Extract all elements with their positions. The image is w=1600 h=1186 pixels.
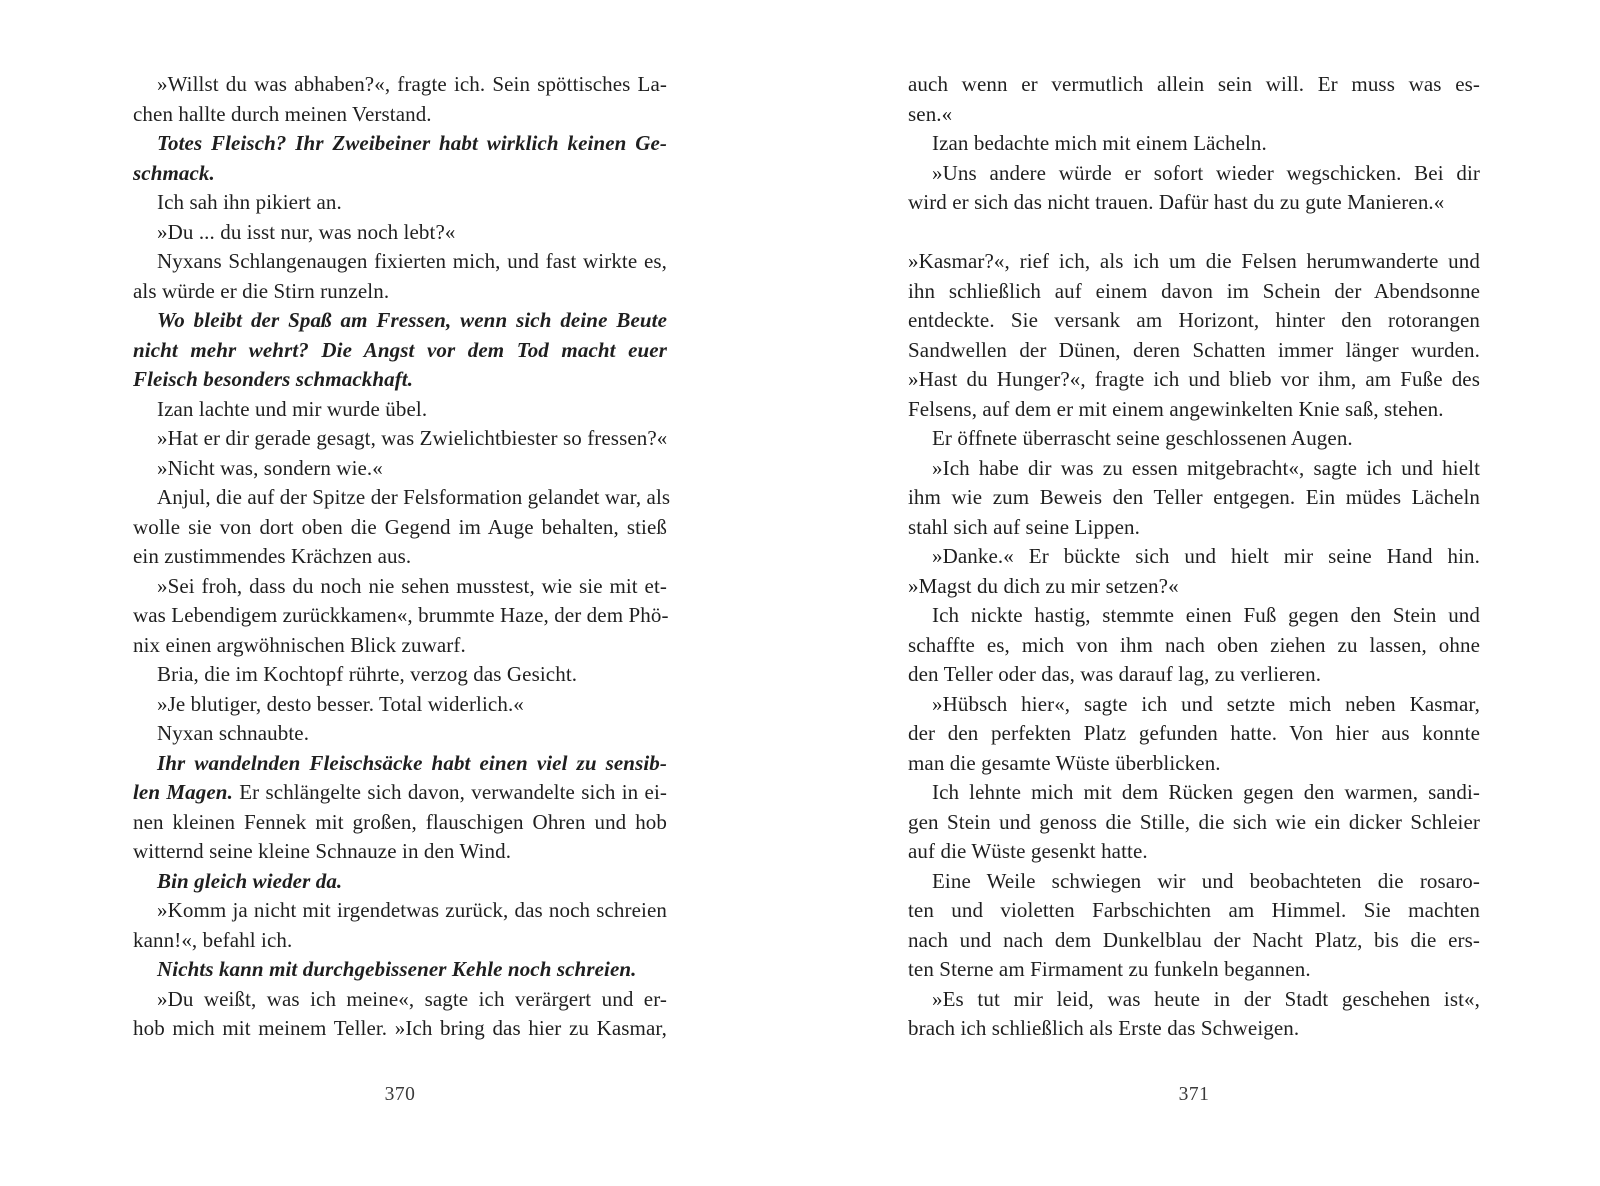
body-text: sen.« (908, 101, 953, 126)
text-line (133, 277, 667, 307)
body-text: »Es tut mir leid, was heute in der Stadt geschehen ist«, (932, 986, 1480, 1011)
text-line (908, 749, 1480, 779)
body-text: »Sei froh, dass du noch nie sehen musstest, wie sie mit et- (157, 573, 667, 598)
body-text: als würde er die Stirn runzeln. (133, 278, 390, 303)
text-line (908, 424, 1480, 454)
body-text: Ich lehnte mich mit dem Rücken gegen den warmen, sandi- (932, 780, 1480, 804)
body-text: »Je blutiger, desto besser. Total widerlich.« (157, 691, 524, 716)
text-line (133, 542, 667, 572)
right-page-number: 371 (1178, 1084, 1210, 1105)
text-line (908, 719, 1480, 749)
text-line (908, 808, 1480, 838)
text-line (133, 247, 667, 277)
body-text: ein zustimmendes Krächzen aus. (133, 544, 412, 568)
text-line (908, 306, 1480, 336)
text-line (908, 631, 1480, 661)
text-line (133, 129, 667, 159)
text-line (908, 690, 1480, 720)
body-text: Izan lachte und mir wurde übel. (157, 396, 428, 421)
body-text: Ich sah ihn pikiert an. (157, 190, 342, 214)
body-text: entdeckte. Sie versank am Horizont, hinter den rotorangen (908, 308, 1480, 332)
body-text: Sandwellen der Dünen, deren Schatten immer länger wurden. (908, 337, 1480, 362)
body-text: Nyxans Schlangenaugen fixierten mich, und fast wirkte es, (157, 249, 667, 273)
text-line (133, 837, 667, 867)
text-line (133, 867, 667, 897)
emphasis-text: Wo bleibt der Spaß am Fressen, wenn sich deine Beute (157, 308, 667, 332)
left-page-text-column (133, 70, 671, 1044)
emphasis-text: Bin gleich wieder da. (157, 868, 343, 893)
text-line (133, 896, 667, 926)
text-line (133, 218, 667, 248)
emphasis-text: schmack. (133, 160, 215, 185)
body-text: »Kasmar?«, rief ich, als ich um die Felsen herumwanderte und (908, 249, 1480, 273)
emphasis-text: Totes Fleisch? Ihr Zweibeiner habt wirklich keinen Ge- (157, 131, 667, 155)
body-text: nach und nach dem Dunkelblau der Nacht Platz, bis die ers- (908, 927, 1480, 952)
body-text: »Uns andere würde er sofort wieder wegschicken. Bei dir (932, 160, 1480, 185)
body-text: Nyxan schnaubte. (157, 721, 310, 745)
text-line (133, 365, 667, 395)
body-text: was Lebendigem zurückkamen«, brummte Haze, der dem Phö- (133, 603, 669, 627)
body-text: Anjul, die auf der Spitze der Felsformation gelandet war, als (157, 485, 671, 509)
body-text: Bria, die im Kochtopf rührte, verzog das Gesicht. (157, 662, 578, 686)
text-line (133, 100, 667, 130)
text-line (908, 985, 1480, 1015)
text-line (133, 926, 667, 956)
text-line (908, 247, 1480, 277)
text-line (133, 395, 667, 425)
body-text: »Nicht was, sondern wie.« (157, 455, 383, 480)
body-text: der den perfekten Platz gefunden hatte. Von hier aus konnte (908, 721, 1480, 745)
text-line (908, 70, 1480, 100)
text-line (908, 955, 1480, 985)
text-line (908, 100, 1480, 130)
text-line (908, 572, 1480, 602)
body-text: Izan bedachte mich mit einem Lächeln. (932, 131, 1267, 155)
text-line (908, 896, 1480, 926)
text-line (133, 808, 667, 838)
emphasis-text: Ihr wandelnden Fleischsäcke habt einen viel zu sensib- (157, 750, 667, 775)
text-line (908, 277, 1480, 307)
text-line (908, 926, 1480, 956)
body-text: nen kleinen Fennek mit großen, flauschigen Ohren und hob (133, 809, 667, 834)
body-text: auf die Wüste gesenkt hatte. (908, 839, 1148, 863)
body-text: Felsens, auf dem er mit einem angewinkelten Knie saß, stehen. (908, 396, 1444, 421)
body-text: brach ich schließlich als Erste das Schweigen. (908, 1016, 1300, 1040)
text-line (908, 336, 1480, 366)
text-line (908, 365, 1480, 395)
text-line (133, 306, 667, 336)
text-line (133, 601, 667, 631)
body-text: schaffte es, mich von ihm nach oben ziehen zu lassen, ohne (908, 632, 1480, 657)
text-line (133, 985, 667, 1015)
body-text: man die gesamte Wüste überblicken. (908, 750, 1221, 775)
text-line (908, 601, 1480, 631)
body-text: »Du ... du isst nur, was noch lebt?« (157, 219, 456, 244)
text-line (133, 631, 667, 661)
body-text: »Danke.« Er bückte sich und hielt mir seine Hand hin. (932, 544, 1480, 568)
text-line (908, 542, 1480, 572)
emphasis-text: Fleisch besonders schmackhaft. (133, 367, 414, 391)
text-line (133, 424, 667, 454)
text-line (133, 513, 667, 543)
text-line (133, 719, 667, 749)
text-line (908, 778, 1480, 808)
text-line (908, 867, 1480, 897)
text-line (908, 513, 1480, 543)
body-text: »Du weißt, was ich meine«, sagte ich verärgert und er- (157, 986, 667, 1011)
body-text: witternd seine kleine Schnauze in den Wind. (133, 839, 512, 863)
body-text: wird er sich das nicht trauen. Dafür hast du zu gute Manieren.« (908, 190, 1445, 214)
body-text: »Magst du dich zu mir setzen?« (908, 573, 1179, 598)
body-text: ihn schließlich auf einem davon im Schein der Abendsonne (908, 278, 1480, 303)
blank-line (908, 218, 1480, 248)
text-line (133, 336, 667, 366)
text-line (908, 837, 1480, 867)
text-line (133, 749, 667, 779)
body-text: den Teller oder das, was darauf lag, zu verlieren. (908, 662, 1322, 686)
text-line (908, 188, 1480, 218)
body-text: auch wenn er vermutlich allein sein will. Er muss was es- (908, 72, 1480, 96)
body-text: kann!«, befahl ich. (133, 927, 293, 952)
text-line (133, 660, 667, 690)
text-line (133, 572, 667, 602)
text-line (133, 778, 667, 808)
body-text: »Hat er dir gerade gesagt, was Zwielichtbiester so fressen?« (157, 426, 668, 450)
text-line (133, 1014, 667, 1044)
text-line (908, 395, 1480, 425)
body-text: stahl sich auf seine Lippen. (908, 514, 1140, 539)
text-line (133, 188, 667, 218)
text-line (133, 690, 667, 720)
body-text: hob mich mit meinem Teller. »Ich bring das hier zu Kasmar, (133, 1016, 667, 1040)
text-line (133, 159, 667, 189)
body-text: Er schlängelte sich davon, verwandelte sich in ei- (232, 780, 667, 804)
body-text: »Hast du Hunger?«, fragte ich und blieb vor ihm, am Fuße des (908, 367, 1480, 391)
text-line (133, 454, 667, 484)
body-text: ten Sterne am Firmament zu funkeln begannen. (908, 957, 1311, 981)
text-line (908, 454, 1480, 484)
body-text: »Hübsch hier«, sagte ich und setzte mich neben Kasmar, (932, 691, 1480, 716)
body-text: »Ich habe dir was zu essen mitgebracht«, sagte ich und hielt (932, 455, 1480, 480)
left-page-number: 370 (384, 1084, 416, 1105)
body-text: »Komm ja nicht mit irgendetwas zurück, das noch schreien (157, 898, 667, 922)
text-line (133, 483, 671, 513)
body-text: »Willst du was abhaben?«, fragte ich. Sein spöttisches La- (157, 72, 667, 96)
body-text: Er öffnete überrascht seine geschlossenen Augen. (932, 426, 1353, 450)
right-page-text-column (908, 70, 1480, 1044)
text-line (908, 660, 1480, 690)
text-line (133, 70, 667, 100)
text-line (908, 1014, 1480, 1044)
emphasis-text: len Magen. (133, 780, 233, 804)
body-text: wolle sie von dort oben die Gegend im Auge behalten, stieß (133, 514, 667, 539)
emphasis-text: nicht mehr wehrt? Die Angst vor dem Tod macht euer (133, 337, 667, 362)
emphasis-text: Nichts kann mit durchgebissener Kehle noch schreien. (157, 957, 637, 981)
body-text: ten und violetten Farbschichten am Himmel. Sie machten (908, 898, 1480, 922)
text-line (908, 159, 1480, 189)
body-text: gen Stein und genoss die Stille, die sich wie ein dicker Schleier (908, 809, 1480, 834)
text-line (133, 955, 667, 985)
text-line (908, 483, 1480, 513)
body-text: Eine Weile schwiegen wir und beobachteten die rosaro- (932, 868, 1480, 893)
body-text: nix einen argwöhnischen Blick zuwarf. (133, 632, 466, 657)
text-line (908, 129, 1480, 159)
body-text: chen hallte durch meinen Verstand. (133, 101, 432, 126)
body-text: ihm wie zum Beweis den Teller entgegen. Ein müdes Lächeln (908, 485, 1480, 509)
body-text: Ich nickte hastig, stemmte einen Fuß gegen den Stein und (932, 603, 1480, 627)
